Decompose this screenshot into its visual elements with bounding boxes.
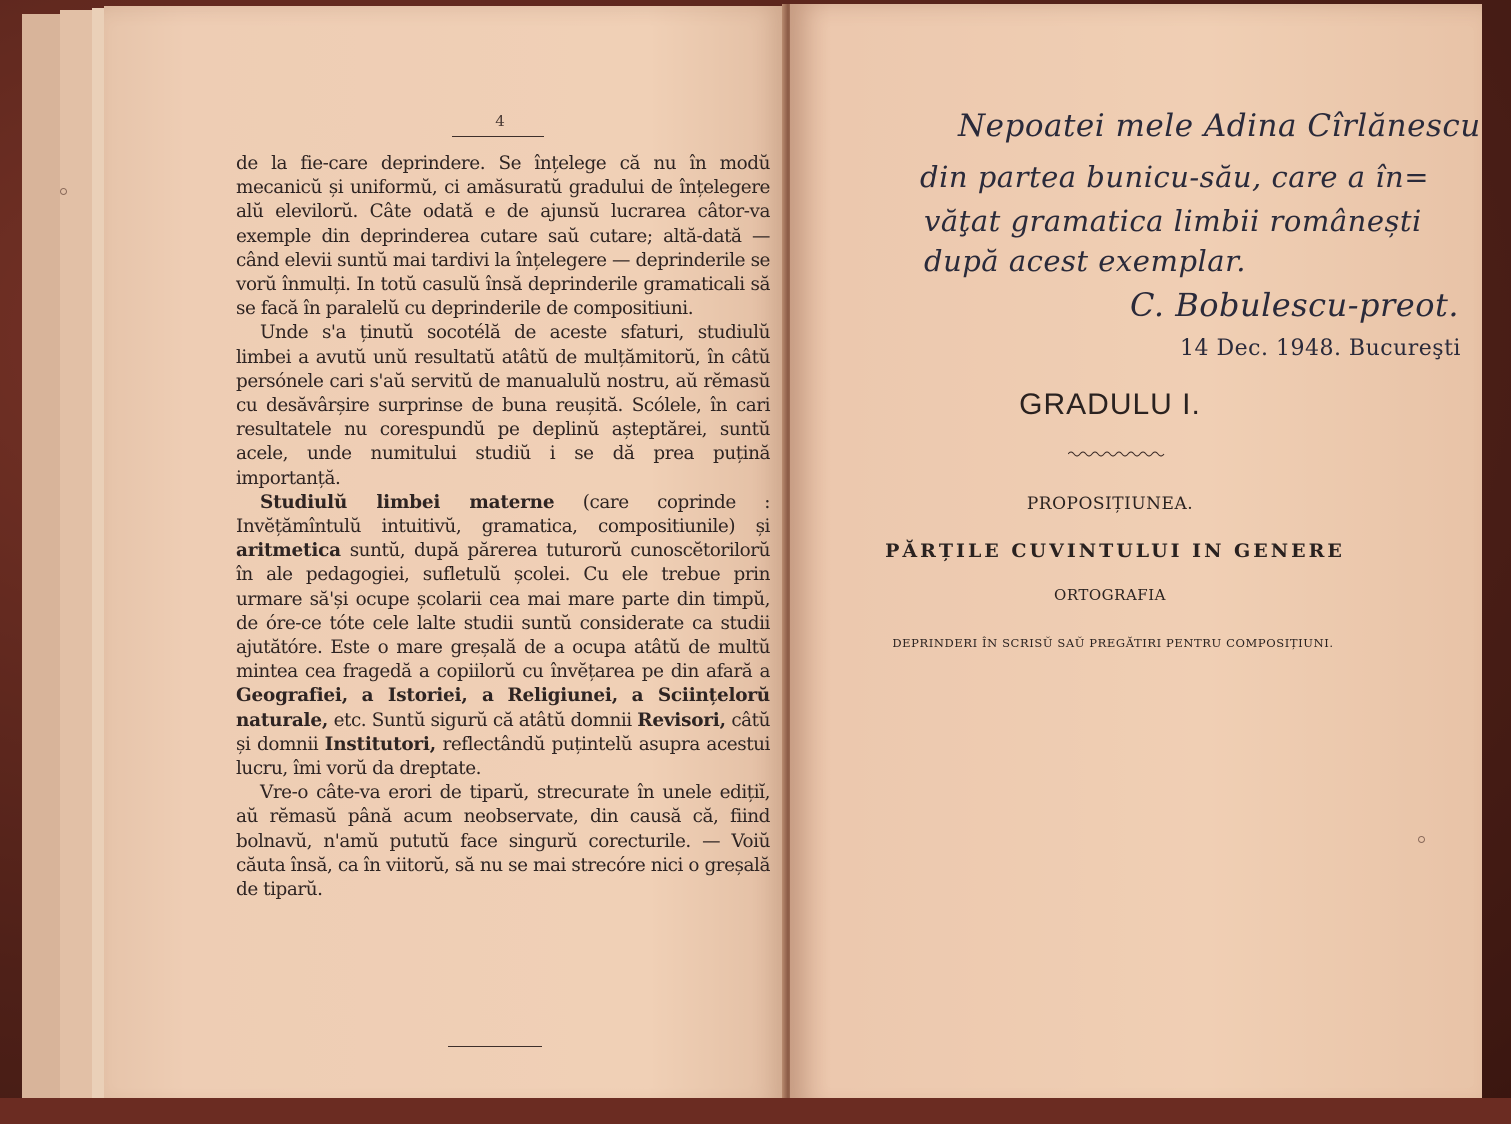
paragraph: de la fie-care deprindere. Se înțelege că nu în modŭ mecanicŭ și uniformŭ, ci amăsuratŭ gradului de înțelegere alŭ elevilorŭ. Câte odată e de ajunsŭ lucrarea câtor-va exemple din deprinderea cutare saŭ cutare; altă-dată — când elevii suntŭ mai tardivi la înțelegere — deprinderile se vorŭ înmulți. In totŭ casulŭ însă deprinderile gramaticali să se facă în paralelŭ cu deprinderile de compositiuni. bbox=[236, 153, 770, 320]
inscription-line: văţat gramatica limbii românești bbox=[924, 204, 1422, 238]
text-run: etc. Suntŭ sigurŭ că atâtŭ domnii bbox=[333, 709, 632, 731]
bold-term: Studiulŭ limbei materne bbox=[260, 491, 555, 513]
footer-rule bbox=[448, 1046, 542, 1047]
inscription-line: din partea bunicu-său, care a în= bbox=[920, 160, 1430, 194]
page-number: 4 bbox=[495, 112, 505, 130]
bold-term: Institutori, bbox=[324, 733, 436, 755]
text-run: suntŭ, după părerea tuturorŭ cunoscĕtorilorŭ în ale pedagogiei, sufletulŭ școlei. Cu ele trebue prin urmare să'și ocupe școlarii cea mai mare parte din timpŭ, de óre-ce tóte cele lalte studii suntŭ considerate ca studii ajutătóre. Este o mare greșală de a ocupa atâtŭ de multŭ mintea cea fragedă a copiilorŭ cu învĕțarea pe din afară a bbox=[236, 540, 770, 683]
subtitle-proposition: PROPOSIȚIUNEA. bbox=[1026, 494, 1194, 514]
inscription-line: după acest exemplar. bbox=[924, 244, 1246, 278]
title-ornament bbox=[1068, 450, 1166, 458]
bold-term: Geografiei, bbox=[236, 685, 348, 707]
header-rule bbox=[452, 136, 544, 137]
paragraph: Unde s'a ținutŭ socotélă de aceste sfaturi, studiulŭ limbei a avutŭ unŭ resultatŭ atâtŭ de mulțămitorŭ, în câtŭ persónele cari s'aŭ servitŭ de manualulŭ nostru, aŭ rĕmasŭ cu desăvârșire surprinse de buna reușită. Scólele, în cari resultatele nu corespundŭ pe deplinŭ așteptărei, suntŭ acele, unde numitului studiŭ i se dă prea puțină importanță. bbox=[236, 322, 770, 489]
body-text bbox=[236, 152, 770, 902]
bold-term: Revisori, bbox=[637, 709, 726, 731]
paper-speck bbox=[1418, 836, 1425, 843]
section-title: GRADULU I. bbox=[1019, 388, 1201, 421]
paragraph: Vre-o câte-va erori de tiparŭ, strecurate în unele edițiĭ, aŭ rĕmasŭ până acum neobservate, din causă că, fiind bolnavŭ, n'amŭ pututŭ face singurŭ corecturile. — Voiŭ căuta însă, ca în viitorŭ, să nu se mai strecóre nici o greșală de tiparŭ. bbox=[236, 782, 770, 901]
text-run: (care coprinde : Invĕțămîntulŭ intuitivŭ, gramatica, compositiunile) și bbox=[236, 491, 770, 538]
signature: C. Bobulescu-preot. bbox=[1130, 286, 1460, 324]
inscription-line: Nepoatei mele Adina Cîrlănescu bbox=[958, 108, 1481, 144]
text-run: câtŭ și domnii bbox=[236, 709, 771, 755]
paragraph bbox=[236, 491, 770, 781]
bold-term: a Istoriei, a bbox=[361, 685, 494, 707]
book-spine-bottom bbox=[0, 1098, 1511, 1124]
bold-term: a Sciințelorŭ naturale, bbox=[236, 685, 770, 731]
subtitle-parts-of-speech: PĂRȚILE CUVINTULUI IN GENERE bbox=[885, 540, 1345, 562]
text-run: reflectândŭ puțintelŭ asupra acestui lucru, îmi vorŭ da dreptate. bbox=[236, 733, 770, 780]
subtitle-orthography: ORTOGRAFIA bbox=[1054, 586, 1166, 604]
subtitle-exercises: DEPRINDERI ÎN SCRISŬ SAŬ PREGĂTIRI PENTRU COMPOSIȚIUNI. bbox=[892, 636, 1334, 650]
paper-speck bbox=[60, 188, 67, 195]
bold-term: aritmetica bbox=[236, 540, 341, 562]
inscription-date: 14 Dec. 1948. Bucureşti bbox=[1180, 336, 1461, 361]
bold-term: Religiunei, bbox=[507, 685, 618, 707]
